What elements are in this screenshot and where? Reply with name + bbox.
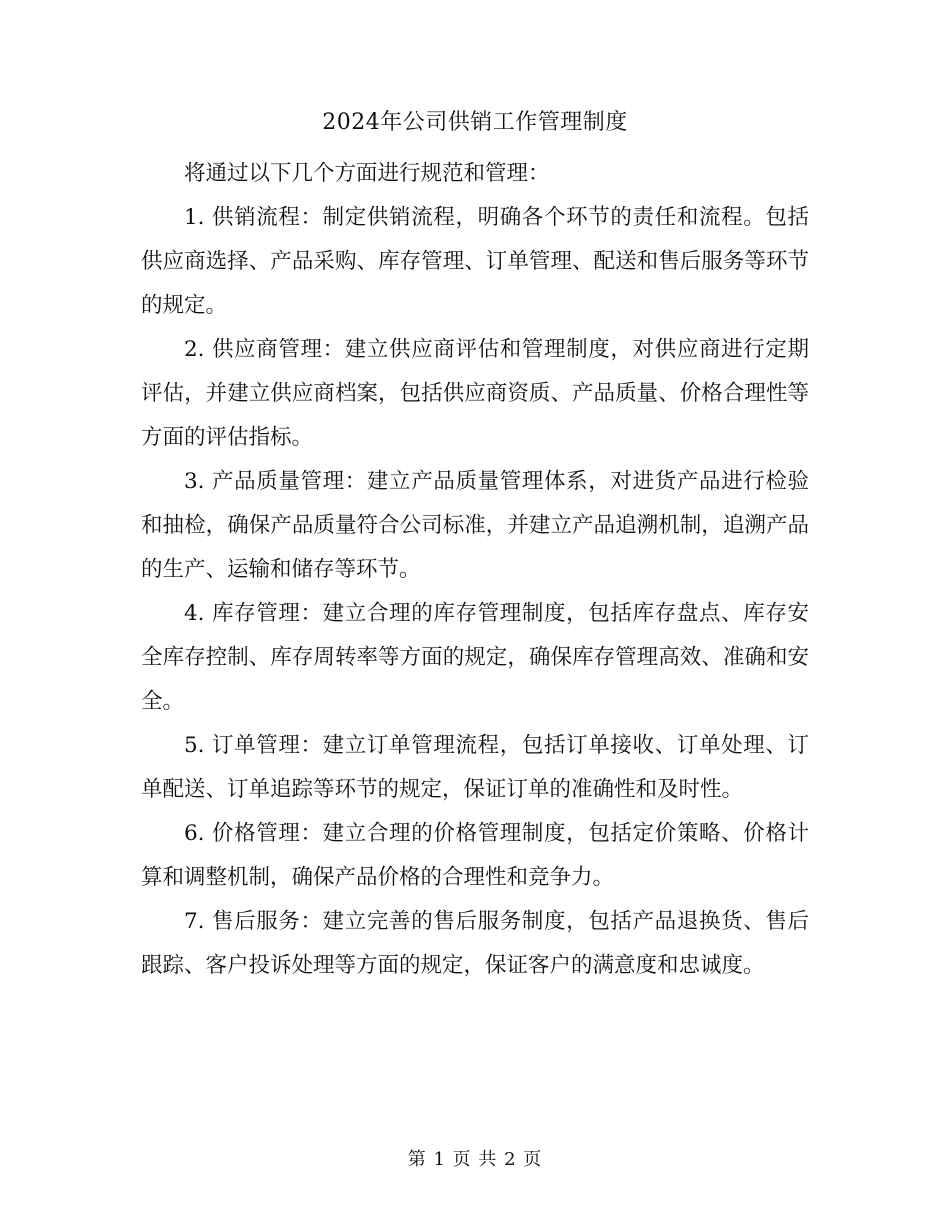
- document-body: [141, 152, 809, 988]
- item-paragraph-6: 6. 价格管理：建立合理的价格管理制度，包括定价策略、价格计算和调整机制，确保产品价格的合理性和竞争力。: [141, 821, 809, 890]
- intro-paragraph: 将通过以下几个方面进行规范和管理：: [184, 161, 550, 186]
- document-title: 2024年公司供销工作管理制度: [322, 110, 628, 135]
- item-paragraph-3: 3. 产品质量管理：建立产品质量管理体系，对进货产品进行检验和抽检，确保产品质量符合公司标准，并建立产品追溯机制，追溯产品的生产、运输和储存等环节。: [141, 469, 809, 582]
- page-number-footer: 第 1 页 共 2 页: [407, 1149, 543, 1170]
- item-paragraph-4: 4. 库存管理：建立合理的库存管理制度，包括库存盘点、库存安全库存控制、库存周转率等方面的规定，确保库存管理高效、准确和安全。: [141, 601, 809, 714]
- item-paragraph-7: 7. 售后服务：建立完善的售后服务制度，包括产品退换货、售后跟踪、客户投诉处理等方面的规定，保证客户的满意度和忠诚度。: [141, 909, 809, 978]
- item-paragraph-5: 5. 订单管理：建立订单管理流程，包括订单接收、订单处理、订单配送、订单追踪等环节的规定，保证订单的准确性和及时性。: [141, 733, 809, 802]
- item-paragraph-2: 2. 供应商管理：建立供应商评估和管理制度，对供应商进行定期评估，并建立供应商档案，包括供应商资质、产品质量、价格合理性等方面的评估指标。: [141, 337, 809, 450]
- item-paragraph-1: 1. 供销流程：制定供销流程，明确各个环节的责任和流程。包括供应商选择、产品采购、库存管理、订单管理、配送和售后服务等环节的规定。: [141, 205, 809, 318]
